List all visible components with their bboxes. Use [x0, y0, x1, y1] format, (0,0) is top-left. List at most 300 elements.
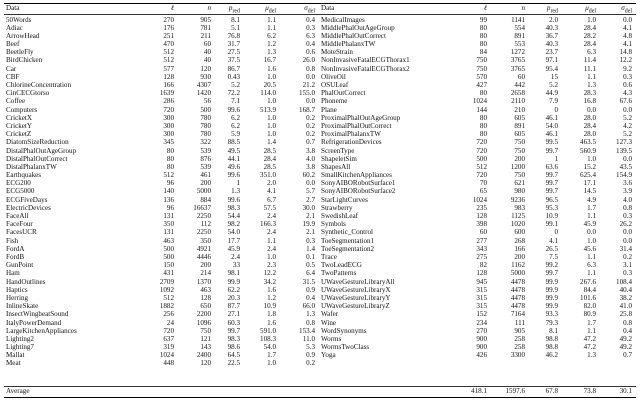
header-pred-subscript: red	[232, 8, 240, 15]
left-cell-pred: 99.6	[227, 105, 240, 114]
left-cell-n: 143	[200, 343, 211, 352]
left-cell-dataset: FacesUCR	[6, 228, 37, 237]
right-cell-n: 605	[514, 130, 525, 139]
left-cell-mu: 513.9	[260, 105, 276, 114]
left-cell-pred: 6.2	[231, 113, 240, 122]
left-cell-dataset: 50Words	[6, 15, 32, 24]
right-cell-sigma: 0.0	[623, 236, 632, 245]
left-cell-dataset: ItalyPowerDemand	[6, 318, 62, 327]
left-cell-ell: 463	[163, 236, 174, 245]
left-cell-dataset: Adiac	[6, 23, 23, 32]
left-cell-pred: 76.8	[227, 31, 240, 40]
left-cell-n: 2400	[196, 351, 211, 360]
right-cell-n: 258	[514, 334, 525, 343]
left-cell-sigma: 1.3	[306, 310, 315, 319]
right-cell-pred: 96.5	[545, 195, 558, 204]
left-cell-dataset: FaceAll	[6, 212, 29, 221]
left-cell-mu: 1.4	[267, 138, 276, 147]
left-cell-dataset: CricketX	[6, 113, 33, 122]
right-cell-mu: 4.9	[587, 195, 596, 204]
right-cell-sigma: 0.0	[623, 154, 632, 163]
right-cell-sigma: 0.8	[623, 318, 632, 327]
right-cell-n: 605	[514, 113, 525, 122]
right-cell-sigma: 3.9	[623, 187, 632, 196]
left-cell-sigma: 0.8	[306, 64, 315, 73]
header-pred-subscript: red	[550, 8, 558, 15]
left-cell-n: 539	[200, 146, 211, 155]
right-cell-dataset: UWaveGestureLibraryY	[321, 293, 391, 302]
table-row	[4, 311, 636, 318]
right-cell-dataset: TwoLeadECG	[321, 261, 362, 270]
header-sigma-subscript: del	[624, 8, 632, 15]
left-cell-sigma: 0.4	[306, 293, 315, 302]
header-mu-left	[247, 4, 276, 15]
left-cell-sigma: 11.0	[302, 334, 315, 343]
left-cell-mu: 1.7	[267, 351, 276, 360]
table-row	[4, 107, 636, 114]
left-cell-sigma: 0.2	[306, 359, 315, 368]
right-cell-sigma: 49.2	[619, 334, 632, 343]
right-cell-mu: 16.8	[583, 97, 596, 106]
left-cell-sigma: 0.5	[306, 261, 315, 270]
right-cell-dataset: RefrigerationDevices	[321, 138, 382, 147]
right-cell-mu: 1.1	[587, 212, 596, 221]
right-cell-mu: 267.6	[580, 277, 596, 286]
header-rule	[4, 14, 636, 15]
left-cell-dataset: Beef	[6, 40, 20, 49]
right-cell-dataset: ProximalPhalOutAgeGroup	[321, 113, 401, 122]
left-cell-n: 112	[200, 220, 211, 229]
right-cell-sigma: 5.2	[623, 113, 632, 122]
right-cell-n: 258	[514, 343, 525, 352]
left-cell-mu: 108.3	[260, 334, 276, 343]
right-cell-sigma: 4.0	[623, 195, 632, 204]
right-cell-ell: 128	[476, 212, 487, 221]
right-cell-dataset: SonyAIBORobotSurface2	[321, 187, 396, 196]
right-cell-ell: 945	[476, 277, 487, 286]
left-cell-n: 4307	[196, 81, 211, 90]
right-cell-n: 9236	[510, 195, 525, 204]
right-cell-mu: 1.1	[587, 326, 596, 335]
left-cell-sigma: 0.3	[306, 23, 315, 32]
left-cell-sigma: 153.4	[299, 326, 315, 335]
left-cell-n: 1096	[196, 318, 211, 327]
right-cell-dataset: UWaveGestureLibraryZ	[321, 302, 390, 311]
left-cell-pred: 2.4	[231, 253, 240, 261]
left-cell-dataset: DistalPhalOutCorrect	[6, 154, 68, 163]
left-cell-mu: 166.3	[260, 220, 276, 229]
right-cell-mu: 14.5	[583, 187, 596, 196]
right-cell-mu: 101.6	[580, 293, 596, 302]
right-cell-sigma: 0.6	[623, 81, 632, 90]
right-cell-mu: 84.4	[583, 285, 596, 294]
right-cell-pred: 99.1	[545, 220, 558, 229]
header-mu-subscript: del	[268, 8, 276, 15]
left-cell-dataset: Ham	[6, 269, 20, 278]
right-cell-dataset: Strawberry	[321, 203, 353, 212]
right-cell-n: 980	[514, 187, 525, 196]
left-cell-ell: 96	[166, 179, 174, 188]
right-cell-n: 3765	[510, 56, 525, 65]
left-cell-mu: 28.5	[263, 162, 276, 171]
left-cell-mu: 1.0	[267, 72, 276, 81]
header-sigma-subscript: del	[307, 8, 315, 15]
left-cell-ell: 300	[163, 130, 174, 139]
header-mu-symbol: μ	[585, 4, 589, 12]
right-cell-ell: 315	[476, 302, 487, 311]
left-cell-mu: 591.0	[260, 326, 276, 335]
left-cell-n: 5000	[196, 187, 211, 196]
left-cell-sigma: 0.3	[306, 236, 315, 245]
left-cell-pred: 54.0	[227, 228, 240, 237]
top-rule	[4, 3, 636, 4]
table-row	[4, 156, 636, 163]
right-cell-ell: 275	[476, 253, 487, 261]
right-cell-sigma: 5.2	[623, 130, 632, 139]
right-cell-ell: 80	[479, 121, 487, 130]
right-cell-dataset: Phoneme	[321, 97, 348, 106]
right-cell-sigma: 25.8	[619, 310, 632, 319]
left-cell-mu: 16.7	[263, 56, 276, 65]
left-cell-dataset: Lighting7	[6, 343, 34, 352]
left-cell-ell: 512	[163, 293, 174, 302]
left-cell-mu: 6.2	[267, 31, 276, 40]
left-cell-sigma: 0.6	[306, 48, 315, 57]
left-cell-n: 650	[200, 302, 211, 311]
left-cell-pred: 49.6	[227, 162, 240, 171]
table-row	[4, 148, 636, 155]
right-cell-mu: 47.2	[583, 343, 596, 352]
header-data-right: Data	[321, 4, 335, 12]
left-cell-ell: 350	[163, 220, 174, 229]
right-cell-pred: 99.7	[545, 179, 558, 188]
right-cell-pred: 99.7	[545, 146, 558, 155]
right-cell-ell: 80	[479, 130, 487, 139]
table-row	[4, 82, 636, 89]
right-cell-mu: 1.7	[587, 318, 596, 327]
left-cell-ell: 470	[163, 40, 174, 49]
left-cell-n: 876	[200, 154, 211, 163]
right-cell-sigma: 0.0	[623, 105, 632, 114]
left-cell-n: 780	[200, 121, 211, 130]
right-cell-ell: 235	[476, 203, 487, 212]
right-cell-ell: 315	[476, 285, 487, 294]
right-cell-mu: 15.2	[583, 162, 596, 171]
left-cell-mu: 12.2	[263, 269, 276, 278]
left-cell-pred: 99.7	[227, 326, 240, 335]
average-rule	[4, 386, 636, 387]
left-cell-n: 2250	[196, 212, 211, 221]
right-cell-ell: 570	[476, 72, 487, 81]
header-n-left: n	[207, 4, 211, 12]
header-pred-left	[212, 4, 240, 15]
right-cell-sigma: 38.2	[619, 293, 632, 302]
left-cell-sigma: 3.8	[306, 162, 315, 171]
right-cell-mu: 1.1	[587, 72, 596, 81]
right-cell-n: 442	[514, 81, 525, 90]
left-cell-sigma: 168.7	[299, 105, 315, 114]
table-row	[4, 344, 636, 351]
left-cell-ell: 2709	[159, 277, 174, 286]
left-cell-mu: 114.0	[260, 89, 276, 98]
table-row	[4, 172, 636, 179]
left-cell-dataset: Car	[6, 64, 17, 73]
left-cell-pred: 98.6	[227, 343, 240, 352]
header-n-right: n	[521, 4, 525, 12]
left-cell-pred: 8.1	[231, 15, 240, 24]
left-cell-sigma: 66.0	[302, 302, 315, 311]
right-cell-sigma: 3.1	[623, 261, 632, 270]
left-cell-sigma: 6.3	[306, 31, 315, 40]
table-row	[4, 180, 636, 187]
right-cell-dataset: NonInvasiveFatalECGThorax1	[321, 56, 410, 65]
right-cell-n: 4478	[510, 285, 525, 294]
bottom-rule	[4, 397, 636, 398]
right-cell-dataset: Synthetic_Control	[321, 228, 374, 237]
left-cell-mu: 1.0	[267, 97, 276, 106]
right-cell-mu: 11.1	[583, 64, 596, 73]
left-cell-sigma: 5.7	[306, 187, 315, 196]
left-cell-sigma: 21.2	[302, 81, 315, 90]
left-cell-mu: 1.1	[267, 236, 276, 245]
right-cell-pred: 98.8	[545, 334, 558, 343]
left-cell-pred: 27.1	[227, 310, 240, 319]
left-cell-n: 120	[200, 359, 211, 368]
right-cell-dataset: SonyAIBORobotSurface1	[321, 179, 396, 188]
right-cell-mu: 45.9	[583, 220, 596, 229]
left-cell-sigma: 4.0	[306, 154, 315, 163]
left-cell-ell: 577	[163, 64, 174, 73]
right-cell-n: 4478	[510, 293, 525, 302]
right-cell-sigma: 127.3	[616, 138, 632, 147]
left-cell-pred: 1.3	[231, 187, 240, 196]
right-cell-pred: 4.1	[549, 236, 558, 245]
left-cell-ell: 136	[163, 195, 174, 204]
right-cell-n: 750	[514, 146, 525, 155]
left-cell-pred: 37.5	[227, 56, 240, 65]
table-row	[4, 57, 636, 64]
table-row	[4, 74, 636, 81]
right-cell-ell: 426	[476, 351, 487, 360]
left-cell-pred: 5.2	[231, 81, 240, 90]
left-cell-ell: 319	[163, 343, 174, 352]
right-cell-dataset: TwoPatterns	[321, 269, 357, 278]
left-cell-pred: 98.1	[227, 269, 240, 278]
left-cell-n: 4446	[196, 253, 211, 261]
table-row	[4, 279, 636, 286]
right-cell-pred: 93.3	[545, 310, 558, 319]
left-cell-ell: 1092	[159, 285, 174, 294]
table-row	[4, 205, 636, 212]
left-cell-sigma: 0.2	[306, 130, 315, 139]
right-cell-dataset: Plane	[321, 105, 337, 114]
right-cell-dataset: OliveOil	[321, 72, 346, 81]
left-cell-ell: 500	[163, 253, 174, 261]
left-cell-mu: 34.2	[263, 277, 276, 286]
left-cell-ell: 131	[163, 228, 174, 237]
right-cell-n: 553	[514, 40, 525, 49]
left-cell-ell: 448	[163, 359, 174, 368]
left-cell-pred: 20.3	[227, 293, 240, 302]
right-cell-dataset: SmallKitchenAppliances	[321, 171, 392, 180]
table-row	[4, 164, 636, 171]
right-cell-ell: 270	[476, 326, 487, 335]
left-cell-n: 120	[200, 64, 211, 73]
right-cell-pred: 99.7	[545, 269, 558, 278]
right-cell-dataset: ScreenType	[321, 146, 355, 155]
right-cell-n: 200	[514, 253, 525, 261]
right-cell-ell: 343	[476, 244, 487, 253]
left-cell-ell: 512	[163, 56, 174, 65]
left-cell-n: 905	[200, 15, 211, 24]
left-cell-dataset: ECGFiveDays	[6, 195, 48, 204]
left-cell-mu: 2.4	[267, 228, 276, 237]
left-cell-mu: 57.5	[263, 203, 276, 212]
table-row	[4, 131, 636, 138]
left-cell-ell: 512	[163, 171, 174, 180]
table-row	[4, 90, 636, 97]
left-cell-n: 56	[203, 97, 211, 106]
left-cell-n: 322	[200, 138, 211, 147]
right-cell-n: 1125	[511, 212, 525, 221]
left-cell-n: 780	[200, 113, 211, 122]
left-cell-mu: 1.1	[267, 15, 276, 24]
left-cell-pred: 98.3	[227, 203, 240, 212]
left-cell-dataset: DiatomSizeReduction	[6, 138, 69, 147]
right-cell-sigma: 0.8	[623, 203, 632, 212]
right-cell-n: 210	[514, 105, 525, 114]
results-table	[4, 3, 636, 398]
table-row	[4, 360, 636, 367]
left-cell-ell: 500	[163, 244, 174, 253]
left-cell-n: 121	[200, 334, 211, 343]
right-cell-n: 5000	[510, 269, 525, 278]
left-cell-sigma: 0.0	[306, 72, 315, 81]
left-cell-n: 60	[203, 40, 211, 49]
table-row	[4, 246, 636, 253]
right-cell-pred: 99.9	[545, 277, 558, 286]
left-cell-dataset: InsectWingbeatSound	[6, 310, 69, 319]
right-cell-n: 2110	[511, 97, 525, 106]
left-cell-pred: 62.2	[227, 285, 240, 294]
left-cell-pred: 22.5	[227, 359, 240, 368]
left-cell-sigma: 0.9	[306, 351, 315, 360]
right-cell-mu: 0.0	[587, 105, 596, 114]
right-cell-n: 1162	[511, 261, 525, 270]
left-cell-n: 750	[200, 326, 211, 335]
right-cell-pred: 97.1	[545, 56, 558, 65]
left-cell-ell: 80	[166, 146, 174, 155]
left-cell-ell: 256	[163, 310, 174, 319]
average-n: 1597.6	[505, 387, 525, 395]
right-cell-pred: 99.7	[545, 171, 558, 180]
right-cell-pred: 44.9	[545, 89, 558, 98]
left-cell-mu: 28.5	[263, 146, 276, 155]
left-cell-sigma: 0.2	[306, 113, 315, 122]
right-cell-ell: 128	[476, 269, 487, 278]
right-cell-sigma: 0.3	[623, 269, 632, 278]
header-mu-subscript: del	[588, 8, 596, 15]
right-cell-pred: 54.0	[545, 121, 558, 130]
left-cell-sigma: 5.3	[306, 343, 315, 352]
table-row	[4, 270, 636, 277]
right-cell-ell: 84	[479, 48, 487, 57]
right-cell-sigma: 3.6	[623, 179, 632, 188]
header-mu-right	[567, 4, 596, 15]
right-cell-ell: 1024	[472, 195, 487, 204]
right-cell-dataset: SwedishLeaf	[321, 212, 359, 221]
right-cell-mu: 6.3	[587, 261, 596, 270]
left-cell-dataset: Herring	[6, 293, 29, 302]
right-cell-mu: 560.9	[580, 146, 596, 155]
right-cell-pred: 95.3	[545, 203, 558, 212]
right-cell-mu: 1.3	[587, 81, 596, 90]
left-cell-ell: 176	[163, 23, 174, 32]
left-cell-n: 1370	[196, 277, 211, 286]
table-row	[4, 33, 636, 40]
right-cell-ell: 720	[476, 146, 487, 155]
left-cell-n: 539	[200, 162, 211, 171]
table-row	[4, 123, 636, 130]
left-cell-mu: 1.2	[267, 40, 276, 49]
left-cell-sigma: 26.0	[302, 56, 315, 65]
left-cell-sigma: 0.8	[306, 318, 315, 327]
right-cell-ell: 152	[476, 310, 487, 319]
table-row	[4, 213, 636, 220]
right-cell-dataset: Trace	[321, 253, 337, 261]
left-cell-n: 128	[200, 293, 211, 302]
left-cell-dataset: FordA	[6, 244, 25, 253]
table-row	[4, 238, 636, 245]
right-cell-pred: 40.3	[545, 23, 558, 32]
right-cell-pred: 99.2	[545, 261, 558, 270]
left-cell-mu: 2.4	[267, 244, 276, 253]
left-cell-ell: 166	[163, 81, 174, 90]
right-cell-dataset: ToeSegmentation1	[321, 236, 375, 245]
left-cell-mu: 1.0	[267, 130, 276, 139]
left-cell-pred: 54.4	[227, 212, 240, 221]
right-cell-pred: 79.3	[545, 318, 558, 327]
header-mu-symbol: μ	[265, 4, 269, 12]
right-cell-pred: 46.1	[545, 113, 558, 122]
left-cell-ell: 345	[163, 138, 174, 147]
left-cell-mu: 6.7	[267, 195, 276, 204]
left-cell-dataset: LargeKitchenAppliances	[6, 326, 77, 335]
right-cell-ell: 427	[476, 81, 487, 90]
table-row	[4, 197, 636, 204]
left-cell-pred: 5.9	[231, 130, 240, 139]
average-pred: 67.8	[545, 387, 558, 395]
left-cell-n: 500	[200, 105, 211, 114]
right-cell-mu: 28.4	[583, 121, 596, 130]
left-cell-ell: 512	[163, 48, 174, 57]
left-cell-mu: 1.0	[267, 113, 276, 122]
left-cell-pred: 7.1	[231, 97, 240, 106]
right-cell-pred: 95.4	[545, 64, 558, 73]
right-cell-sigma: 67.6	[619, 97, 632, 106]
left-cell-mu: 1.6	[267, 285, 276, 294]
left-cell-mu: 1.6	[267, 318, 276, 327]
left-cell-dataset: DistalPhalOutAgeGroup	[6, 146, 77, 155]
table-row	[4, 295, 636, 302]
header-ell-left: ℓ	[171, 4, 174, 12]
left-cell-ell: 720	[163, 326, 174, 335]
header-pred-right	[530, 4, 558, 15]
right-cell-pred: 99.9	[545, 293, 558, 302]
left-cell-sigma: 0.4	[306, 15, 315, 24]
right-cell-pred: 1	[554, 154, 558, 163]
left-cell-mu: 1.2	[267, 293, 276, 302]
